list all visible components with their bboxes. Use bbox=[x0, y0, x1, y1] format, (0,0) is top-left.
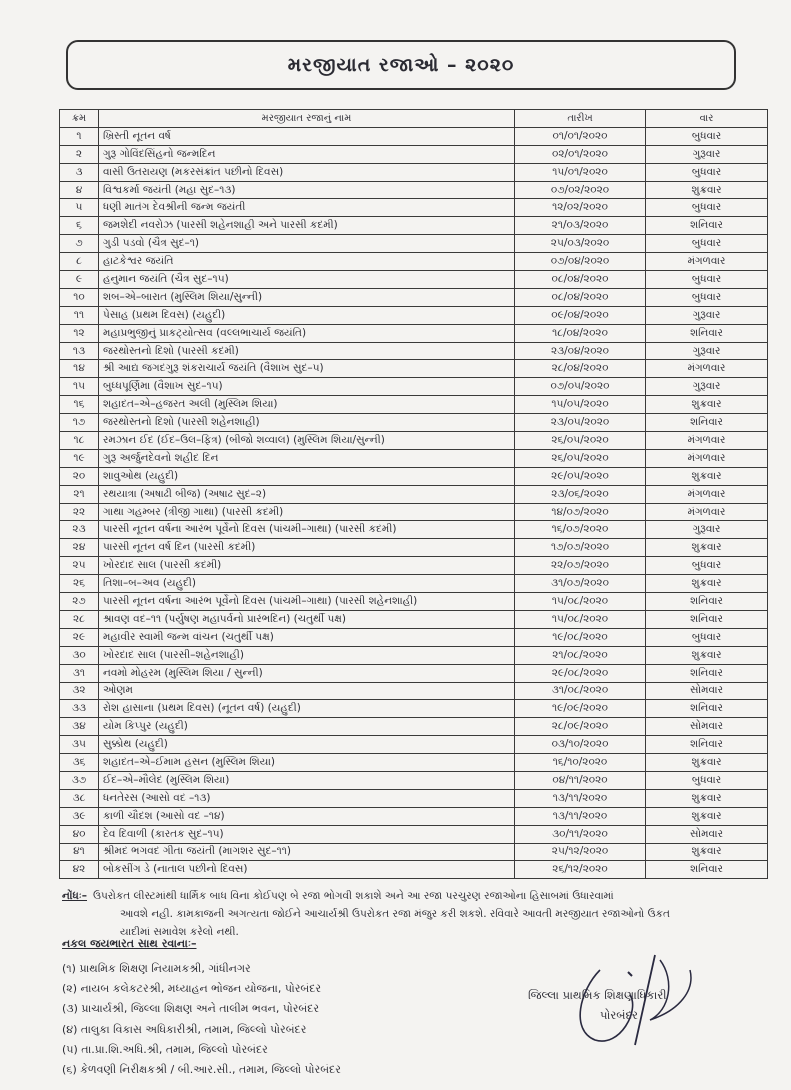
note-line-2: આવશે નહી. કામકાજની અગત્યતા જોઈને આચાર્યશ્રી ઉપરોકત રજા મંજુર કરી શકશે. રવિવારે આવતી મરજીયાત રજાઓનો ઉકત bbox=[120, 908, 670, 920]
row-weekday: બુધવાર bbox=[646, 235, 768, 253]
row-number: ૨૪ bbox=[60, 539, 99, 557]
table-row bbox=[60, 754, 768, 772]
row-holiday-name: ઈદ–એ–મૌલેદ (મુસ્લિમ શિયા) bbox=[99, 771, 515, 789]
row-date: ૦૭/૦૫/૨૦૨૦ bbox=[515, 378, 646, 396]
row-number: ૧૨ bbox=[60, 324, 99, 342]
row-holiday-name: ખોરદાદ સાલ (પારસી કદમી) bbox=[99, 557, 515, 575]
note-line-1 bbox=[62, 887, 742, 905]
row-weekday: શનિવાર bbox=[646, 861, 768, 879]
row-date: ૧૪/૦૭/૨૦૨૦ bbox=[515, 503, 646, 521]
row-date: ૨૬/૦૫/૨૦૨૦ bbox=[515, 432, 646, 450]
row-holiday-name: પારસી નૂતન વર્ષ દિન (પારસી કદમી) bbox=[99, 539, 515, 557]
row-number: ૧૬ bbox=[60, 396, 99, 414]
row-holiday-name: ગાથા ગહમ્બર (ત્રીજી ગાથા) (પારસી કદમી) bbox=[99, 503, 515, 521]
row-number: ૪૨ bbox=[60, 861, 99, 879]
row-date: ૦૨/૦૧/૨૦૨૦ bbox=[515, 145, 646, 163]
row-number: ૫ bbox=[60, 199, 99, 217]
row-weekday: મંગળવાર bbox=[646, 503, 768, 521]
row-holiday-name: મહાવીર સ્વામી જન્મ વાંચન (ચતુર્થી પક્ષ) bbox=[99, 628, 515, 646]
table-row bbox=[60, 306, 768, 324]
table-row bbox=[60, 557, 768, 575]
row-date: ૨૬/૧૨/૨૦૨૦ bbox=[515, 861, 646, 879]
row-number: ૨૬ bbox=[60, 575, 99, 593]
row-weekday: ગુરૂવાર bbox=[646, 306, 768, 324]
row-holiday-name: પારસી નૂતન વર્ષના આરંભ પૂર્વેનો દિવસ (પાંચમી–ગાથા) (પારસી શહેનશાહી) bbox=[99, 593, 515, 611]
row-number: ૬ bbox=[60, 217, 99, 235]
row-weekday: સોમવાર bbox=[646, 825, 768, 843]
row-weekday: શુક્રવાર bbox=[646, 575, 768, 593]
row-date: ૧૬/૧૦/૨૦૨૦ bbox=[515, 754, 646, 772]
row-weekday: શુક્રવાર bbox=[646, 539, 768, 557]
table-row bbox=[60, 861, 768, 879]
row-date: ૧૭/૦૭/૨૦૨૦ bbox=[515, 539, 646, 557]
row-date: ૦૭/૦૨/૨૦૨૦ bbox=[515, 181, 646, 199]
row-holiday-name: શ્રી આદ્ય જગદગુરૂ શંકરાચાર્ય જયંતિ (વૈશાખ સુદ–૫) bbox=[99, 360, 515, 378]
row-holiday-name: શાવુઓથ (યહુદી) bbox=[99, 467, 515, 485]
row-weekday: બુધવાર bbox=[646, 271, 768, 289]
header-name: મરજીયાત રજાનું નામ bbox=[99, 110, 515, 128]
row-number: ૪૦ bbox=[60, 825, 99, 843]
note-block bbox=[62, 887, 742, 941]
table-row bbox=[60, 503, 768, 521]
row-number: ૩૪ bbox=[60, 718, 99, 736]
row-date: ૨૯/૦૮/૨૦૨૦ bbox=[515, 664, 646, 682]
row-number: ૩૯ bbox=[60, 807, 99, 825]
table-row bbox=[60, 127, 768, 145]
row-date: ૨૧/૦૮/૨૦૨૦ bbox=[515, 646, 646, 664]
row-date: ૩૧/૦૭/૨૦૨૦ bbox=[515, 575, 646, 593]
row-date: ૧૫/૦૮/૨૦૨૦ bbox=[515, 593, 646, 611]
row-date: ૧૮/૦૪/૨૦૨૦ bbox=[515, 324, 646, 342]
row-weekday: શુક્રવાર bbox=[646, 789, 768, 807]
row-number: ૧૧ bbox=[60, 306, 99, 324]
row-weekday: શનિવાર bbox=[646, 610, 768, 628]
table-row bbox=[60, 396, 768, 414]
row-date: ૦૯/૦૪/૨૦૨૦ bbox=[515, 306, 646, 324]
table-row bbox=[60, 610, 768, 628]
row-date: ૨૬/૦૫/૨૦૨૦ bbox=[515, 449, 646, 467]
row-weekday: મંગળવાર bbox=[646, 360, 768, 378]
copy-recipient: (૧) પ્રાથમિક શિક્ષણ નિયામકશ્રી, ગાંધીનગર bbox=[62, 962, 251, 975]
row-date: ૩૦/૧૧/૨૦૨૦ bbox=[515, 825, 646, 843]
table-row bbox=[60, 575, 768, 593]
row-holiday-name: વાસી ઉતરાયણ (મકરસંક્રાંત પછીનો દિવસ) bbox=[99, 163, 515, 181]
row-holiday-name: શહાદત–એ–ઈમામ હસન (મુસ્લિમ શિયા) bbox=[99, 754, 515, 772]
row-date: ૨૩/૦૪/૨૦૨૦ bbox=[515, 342, 646, 360]
row-holiday-name: હાટકેશ્વર જયંતિ bbox=[99, 253, 515, 271]
row-weekday: શુક્રવાર bbox=[646, 467, 768, 485]
row-weekday: બુધવાર bbox=[646, 163, 768, 181]
table-row bbox=[60, 718, 768, 736]
header-no: ક્રમ bbox=[60, 110, 99, 128]
row-number: ૨૧ bbox=[60, 485, 99, 503]
row-holiday-name: શ્રીમદ ભગવદ ગીતા જયંતી (માગશર સુદ–૧૧) bbox=[99, 843, 515, 861]
table-row bbox=[60, 181, 768, 199]
row-holiday-name: બુધ્ધપૂર્ણિમા (વૈશાખ સુદ–૧૫) bbox=[99, 378, 515, 396]
table-row bbox=[60, 843, 768, 861]
table-row bbox=[60, 646, 768, 664]
row-weekday: ગુરૂવાર bbox=[646, 378, 768, 396]
row-weekday: બુધવાર bbox=[646, 127, 768, 145]
row-holiday-name: વિશ્વકર્મા જયંતી (મહા સુદ–૧૩) bbox=[99, 181, 515, 199]
row-date: ૨૫/૦૩/૨૦૨૦ bbox=[515, 235, 646, 253]
row-holiday-name: ઓણમ bbox=[99, 682, 515, 700]
row-number: ૨૨ bbox=[60, 503, 99, 521]
row-number: ૩૬ bbox=[60, 754, 99, 772]
table-row bbox=[60, 145, 768, 163]
row-weekday: સોમવાર bbox=[646, 718, 768, 736]
table-row bbox=[60, 807, 768, 825]
copy-recipient: (૨) નાયબ કલેકટરશ્રી, મધ્યાહન ભોજન યોજના, પોરબંદર bbox=[62, 982, 322, 996]
row-date: ૨૧/૦૩/૨૦૨૦ bbox=[515, 217, 646, 235]
row-date: ૨૨/૦૭/૨૦૨૦ bbox=[515, 557, 646, 575]
table-row bbox=[60, 682, 768, 700]
table-row bbox=[60, 288, 768, 306]
table-row bbox=[60, 449, 768, 467]
table-row bbox=[60, 539, 768, 557]
row-number: ૩૩ bbox=[60, 700, 99, 718]
copy-heading: નકલ જયભારત સાથ રવાનાઃ– bbox=[62, 937, 197, 950]
row-holiday-name: તિશા–બ–અવ (યહુદી) bbox=[99, 575, 515, 593]
row-weekday: શુક્રવાર bbox=[646, 754, 768, 772]
table-row bbox=[60, 825, 768, 843]
row-date: ૧૨/૦૨/૨૦૨૦ bbox=[515, 199, 646, 217]
row-date: ૨૩/૦૫/૨૦૨૦ bbox=[515, 414, 646, 432]
row-number: ૨૩ bbox=[60, 521, 99, 539]
row-date: ૧૩/૧૧/૨૦૨૦ bbox=[515, 789, 646, 807]
row-weekday: ગુરૂવાર bbox=[646, 342, 768, 360]
row-number: ૧૮ bbox=[60, 432, 99, 450]
row-number: ૩૮ bbox=[60, 789, 99, 807]
row-weekday: ગુરૂવાર bbox=[646, 521, 768, 539]
row-date: ૦૭/૦૪/૨૦૨૦ bbox=[515, 253, 646, 271]
copy-recipient: (૪) તાલુકા વિકાસ અધિકારીશ્રી, તમામ, જિલ્લો પોરબંદર bbox=[62, 1022, 307, 1036]
table-row bbox=[60, 271, 768, 289]
signature-place: પોરબંદર bbox=[600, 1008, 638, 1022]
row-date: ૨૮/૦૪/૨૦૨૦ bbox=[515, 360, 646, 378]
row-weekday: ગુરૂવાર bbox=[646, 145, 768, 163]
table-row bbox=[60, 467, 768, 485]
row-date: ૦૮/૦૪/૨૦૨૦ bbox=[515, 271, 646, 289]
row-number: ૨૮ bbox=[60, 610, 99, 628]
table-row bbox=[60, 378, 768, 396]
row-number: ૩૨ bbox=[60, 682, 99, 700]
row-number: ૨૯ bbox=[60, 628, 99, 646]
copy-list bbox=[62, 959, 341, 1080]
row-holiday-name: પારસી નૂતન વર્ષના આરંભ પૂર્વેનો દિવસ (પાંચમી–ગાથા) (પારસી કદમી) bbox=[99, 521, 515, 539]
row-weekday: બુધવાર bbox=[646, 199, 768, 217]
row-number: ૧૩ bbox=[60, 342, 99, 360]
row-date: ૦૪/૧૧/૨૦૨૦ bbox=[515, 771, 646, 789]
row-holiday-name: ધનતેરસ (આસો વદ –૧૩) bbox=[99, 789, 515, 807]
row-weekday: સોમવાર bbox=[646, 682, 768, 700]
row-date: ૧૩/૧૧/૨૦૨૦ bbox=[515, 807, 646, 825]
page-title: મરજીયાત રજાઓ – ૨૦૨૦ bbox=[66, 40, 736, 90]
row-date: ૧૫/૦૮/૨૦૨૦ bbox=[515, 610, 646, 628]
row-holiday-name: દેવ દિવાળી (કારતક સુદ–૧૫) bbox=[99, 825, 515, 843]
table-row bbox=[60, 521, 768, 539]
row-number: ૩૭ bbox=[60, 771, 99, 789]
table-row bbox=[60, 736, 768, 754]
copy-recipient: (૩) પ્રાચાર્યશ્રી, જિલ્લા શિક્ષણ અને તાલીમ ભવન, પોરબંદર bbox=[62, 1002, 320, 1016]
table-row bbox=[60, 485, 768, 503]
signature-image bbox=[560, 950, 760, 1060]
copy-recipient: (૫) તા.પ્રા.શિ.અધિ.શ્રી, તમામ, જિલ્લો પોરબંદર bbox=[62, 1042, 268, 1056]
table-header-row bbox=[60, 110, 768, 128]
row-holiday-name: ખ્રિસ્તી નૂતન વર્ષ bbox=[99, 127, 515, 145]
row-holiday-name: ગુરૂ ગોવિંદસિંહનો જન્મદિન bbox=[99, 145, 515, 163]
table-row bbox=[60, 253, 768, 271]
row-weekday: શુક્રવાર bbox=[646, 181, 768, 199]
row-number: ૩ bbox=[60, 163, 99, 181]
row-weekday: બુધવાર bbox=[646, 628, 768, 646]
row-weekday: શનિવાર bbox=[646, 736, 768, 754]
table-body bbox=[60, 127, 768, 878]
row-number: ૨૫ bbox=[60, 557, 99, 575]
row-weekday: શુક્રવાર bbox=[646, 843, 768, 861]
row-holiday-name: યોમ કિપ્પુર (યહુદી) bbox=[99, 718, 515, 736]
row-number: ૨૭ bbox=[60, 593, 99, 611]
row-weekday: મંગળવાર bbox=[646, 432, 768, 450]
row-weekday: શનિવાર bbox=[646, 664, 768, 682]
row-date: ૧૬/૦૭/૨૦૨૦ bbox=[515, 521, 646, 539]
row-weekday: મંગળવાર bbox=[646, 449, 768, 467]
row-holiday-name: શ્રાવણ વદ–૧૧ (પર્યુષણ મહાપર્વનો પ્રારંભદિન) (ચતુર્થી પક્ષ) bbox=[99, 610, 515, 628]
row-weekday: બુધવાર bbox=[646, 771, 768, 789]
table-row bbox=[60, 163, 768, 181]
row-weekday: શનિવાર bbox=[646, 414, 768, 432]
row-date: ૨૫/૧૨/૨૦૨૦ bbox=[515, 843, 646, 861]
row-holiday-name: ખોરદાદ સાલ (પારસી–શહેનશાહી) bbox=[99, 646, 515, 664]
row-number: ૪૧ bbox=[60, 843, 99, 861]
table-row bbox=[60, 593, 768, 611]
note-label: નોંધઃ– bbox=[62, 890, 88, 902]
row-holiday-name: શબ–એ–બારાત (મુસ્લિમ શિયા/સુન્ની) bbox=[99, 288, 515, 306]
row-date: ૦૮/૦૪/૨૦૨૦ bbox=[515, 288, 646, 306]
table-row bbox=[60, 342, 768, 360]
note-text-1: ઉપરોકત લીસ્ટમાંથી ધાર્મિક બાધ વિના કોઈપણ બે રજા ભોગવી શકાશે અને આ રજા પરચુરણ રજાઓના હિસાબમાં ઉધારવામાં bbox=[93, 890, 614, 902]
table-row bbox=[60, 324, 768, 342]
row-holiday-name: નવમો મોહરમ (મુસ્લિમ શિયા / સુન્ની) bbox=[99, 664, 515, 682]
row-holiday-name: કાળી ચૌદશ (આસો વદ –૧૪) bbox=[99, 807, 515, 825]
row-weekday: શુક્રવાર bbox=[646, 396, 768, 414]
row-number: ૨ bbox=[60, 145, 99, 163]
row-holiday-name: હનુમાન જયંતિ (ચૈત્ર સુદ–૧૫) bbox=[99, 271, 515, 289]
row-holiday-name: રથયાત્રા (અષાઢી બીજ) (અષાઢ સુદ–૨) bbox=[99, 485, 515, 503]
header-day: વાર bbox=[646, 110, 768, 128]
table-row bbox=[60, 664, 768, 682]
row-holiday-name: સુક્કોથ (યહુદી) bbox=[99, 736, 515, 754]
row-date: ૨૩/૦૬/૨૦૨૦ bbox=[515, 485, 646, 503]
row-number: ૮ bbox=[60, 253, 99, 271]
row-weekday: મંગળવાર bbox=[646, 485, 768, 503]
table-row bbox=[60, 700, 768, 718]
table-row bbox=[60, 217, 768, 235]
row-number: ૧ bbox=[60, 127, 99, 145]
row-number: ૨૦ bbox=[60, 467, 99, 485]
row-weekday: શનિવાર bbox=[646, 324, 768, 342]
note-line-3: યાદીમાં સમાવેશ કરેલો નથી. bbox=[120, 926, 239, 938]
row-number: ૩૦ bbox=[60, 646, 99, 664]
row-number: ૪ bbox=[60, 181, 99, 199]
row-weekday: બુધવાર bbox=[646, 288, 768, 306]
copy-recipient: (૬) કેળવણી નિરીક્ષકશ્રી / બી.આર.સી., તમામ, જિલ્લો પોરબંદર bbox=[62, 1063, 341, 1077]
table-row bbox=[60, 414, 768, 432]
row-holiday-name: બોકસીંગ ડે (નાતાલ પછીનો દિવસ) bbox=[99, 861, 515, 879]
row-number: ૭ bbox=[60, 235, 99, 253]
row-holiday-name: ગુરૂ અર્જુનદેવનો શહીદ દિન bbox=[99, 449, 515, 467]
row-weekday: મંગળવાર bbox=[646, 253, 768, 271]
row-date: ૧૫/૦૫/૨૦૨૦ bbox=[515, 396, 646, 414]
row-holiday-name: જરથોસ્તનો દિશો (પારસી શહેનશાહી) bbox=[99, 414, 515, 432]
row-number: ૧૯ bbox=[60, 449, 99, 467]
table-row bbox=[60, 432, 768, 450]
row-number: ૧૭ bbox=[60, 414, 99, 432]
table-row bbox=[60, 235, 768, 253]
header-date: તારીખ bbox=[515, 110, 646, 128]
row-weekday: શનિવાર bbox=[646, 593, 768, 611]
table-row bbox=[60, 789, 768, 807]
row-number: ૩૫ bbox=[60, 736, 99, 754]
row-holiday-name: રમઝાન ઈદ (ઈદ–ઉલ–ફિત્ર) (બીજો શવ્વાલ) (મુસ્લિમ શિયા/સુન્ની) bbox=[99, 432, 515, 450]
row-number: ૧૪ bbox=[60, 360, 99, 378]
row-date: ૩૧/૦૮/૨૦૨૦ bbox=[515, 682, 646, 700]
holiday-table bbox=[59, 109, 768, 879]
row-date: ૦૩/૧૦/૨૦૨૦ bbox=[515, 736, 646, 754]
row-date: ૧૯/૦૯/૨૦૨૦ bbox=[515, 700, 646, 718]
row-date: ૨૮/૦૯/૨૦૨૦ bbox=[515, 718, 646, 736]
row-date: ૧૫/૦૧/૨૦૨૦ bbox=[515, 163, 646, 181]
row-weekday: શનિવાર bbox=[646, 700, 768, 718]
row-holiday-name: રોશ હાસાના (પ્રથમ દિવસ) (નૂતન વર્ષ) (યહુદી) bbox=[99, 700, 515, 718]
row-holiday-name: જરથોસ્તનો દિશો (પારસી કદમી) bbox=[99, 342, 515, 360]
row-holiday-name: પેસાહ (પ્રથમ દિવસ) (યહુદી) bbox=[99, 306, 515, 324]
row-weekday: શુક્રવાર bbox=[646, 646, 768, 664]
row-holiday-name: શહાદત–એ–હજરત અલી (મુસ્લિમ શિયા) bbox=[99, 396, 515, 414]
signature-title: જિલ્લા પ્રાથમિક શિક્ષણાધિકારી bbox=[528, 988, 667, 1002]
row-date: ૧૯/૦૮/૨૦૨૦ bbox=[515, 628, 646, 646]
table-row bbox=[60, 628, 768, 646]
table-row bbox=[60, 771, 768, 789]
table-row bbox=[60, 360, 768, 378]
row-holiday-name: મહાપ્રભુજીનું પ્રાકટ્યોત્સવ (વલ્લભાચાર્ય જયંતિ) bbox=[99, 324, 515, 342]
row-holiday-name: ગુડી પડવો (ચૈત્ર સુદ–૧) bbox=[99, 235, 515, 253]
table-row bbox=[60, 199, 768, 217]
row-number: ૩૧ bbox=[60, 664, 99, 682]
row-number: ૯ bbox=[60, 271, 99, 289]
row-number: ૧૫ bbox=[60, 378, 99, 396]
row-number: ૧૦ bbox=[60, 288, 99, 306]
row-date: ૦૧/૦૧/૨૦૨૦ bbox=[515, 127, 646, 145]
row-holiday-name: જમશેદી નવરોઝ (પારસી શહેનશાહી અને પારસી કદમી) bbox=[99, 217, 515, 235]
row-weekday: બુધવાર bbox=[646, 557, 768, 575]
row-holiday-name: ધણી માતંગ દેવશ્રીની જન્મ જયંતી bbox=[99, 199, 515, 217]
row-weekday: શનિવાર bbox=[646, 217, 768, 235]
row-weekday: શુક્રવાર bbox=[646, 807, 768, 825]
row-date: ૨૯/૦૫/૨૦૨૦ bbox=[515, 467, 646, 485]
